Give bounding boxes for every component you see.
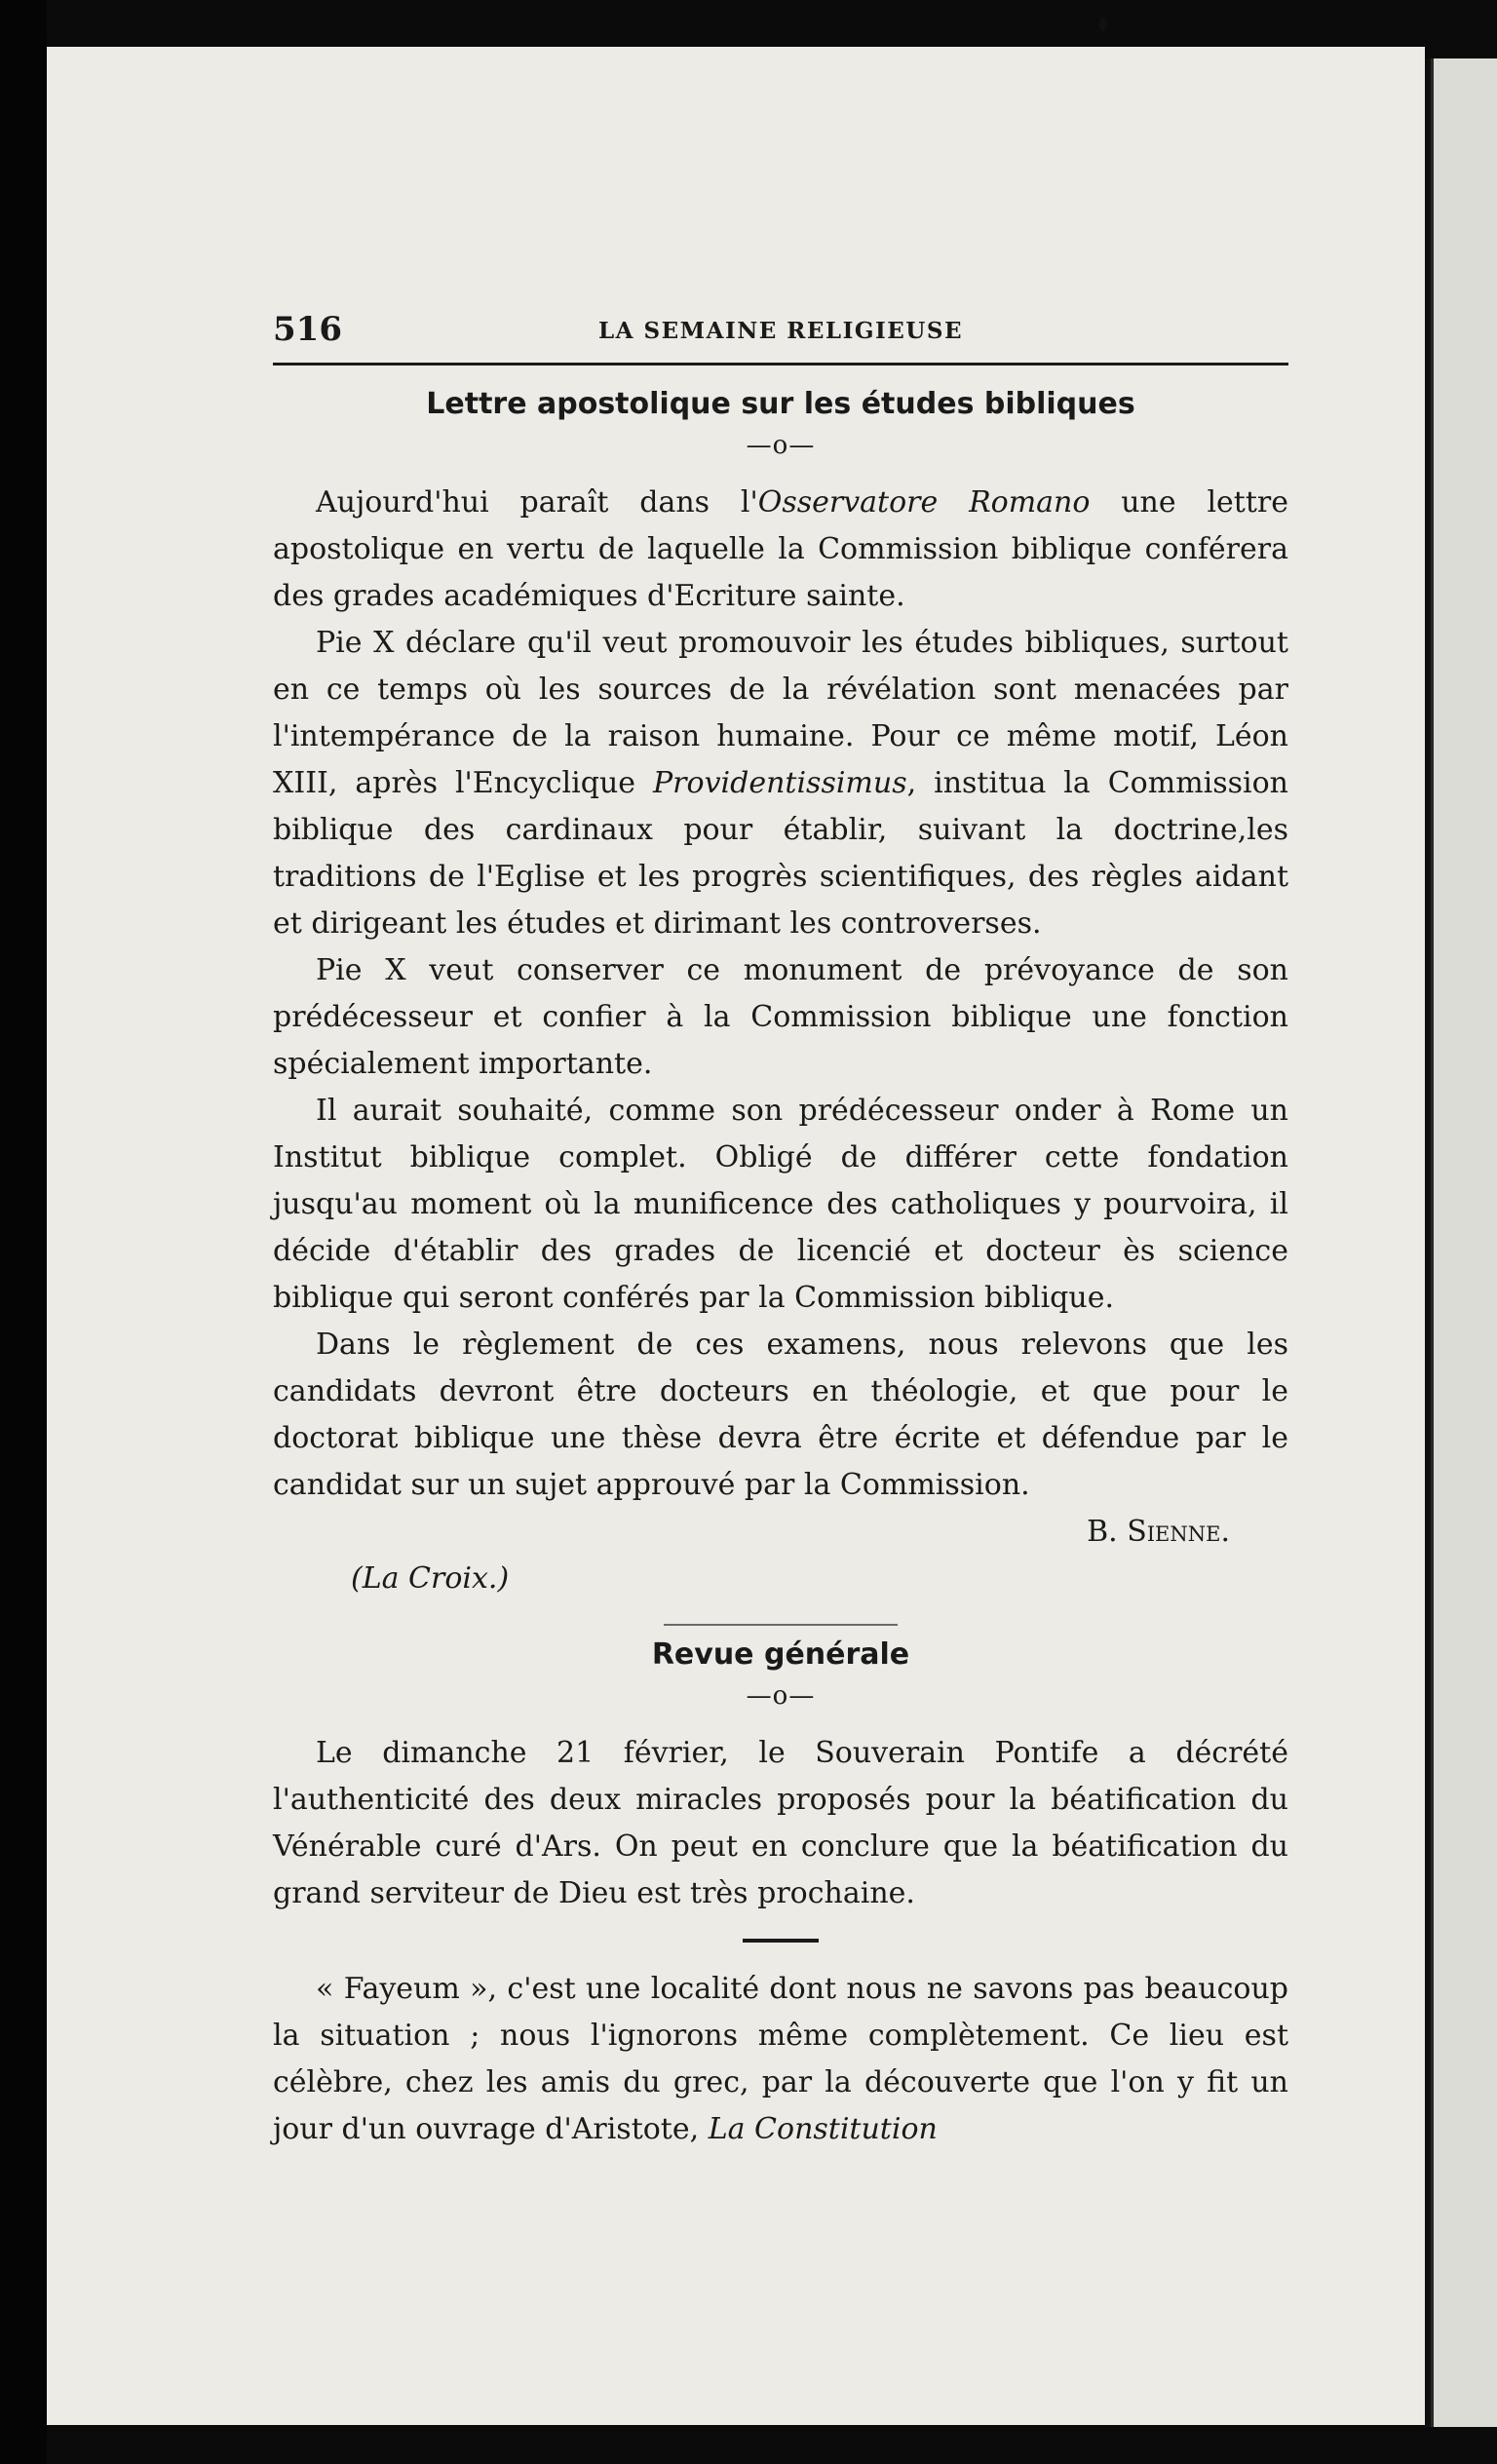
section-divider (664, 1624, 898, 1626)
speck (1099, 18, 1107, 31)
page-number: 516 (273, 310, 342, 349)
running-head (273, 310, 1288, 353)
paragraph: Dans le règlement de ces examens, nous relevons que les candidats devront être docteurs en théologie, et que pour le doctorat biblique une thèse devra être écrite et défendue par le candidat sur un sujet approuvé par la Commission. (273, 1328, 1288, 1502)
paragraph: Aujourd'hui paraît dans l'Osservatore Romano une lettre apostolique en vertu de laquelle la Commission biblique conférera des grades académiques d'Ecriture sainte. (273, 485, 1288, 613)
paragraph: Il aurait souhaité, comme son prédécesseur onder à Rome un Institut biblique complet. Obligé de différer cette fondation jusqu'au moment où la munificence des catholiques y pourvoira, il décide d'établir des grades de licencié et docteur ès science biblique qui seront conférés par la Commission biblique. (273, 1094, 1288, 1315)
title-ornament: —o— (746, 1681, 816, 1711)
section-title: Revue générale (651, 1637, 910, 1672)
paragraph: Le dimanche 21 février, le Souverain Pontife a décrété l'authenticité des deux miracles proposés pour la béatification du Vénérable curé d'Ars. On peut en conclure que la béatification du grand serviteur de Dieu est très prochaine. (273, 1736, 1288, 1910)
paragraph: Pie X déclare qu'il veut promouvoir les études bibliques, surtout en ce temps où les sources de la révélation sont menacées par l'intempérance de la raison humaine. Pour ce même motif, Léon XIII, après l'Encyclique Providentissimus, institua la Commission biblique des cardinaux pour établir, suivant la doctrine,les traditions de l'Eglise et les progrès scientifiques, des règles aidant et dirigeant les études et dirimant les controverses. (273, 626, 1288, 941)
signature: B. Sienne. (1087, 1515, 1230, 1549)
header-rule (273, 363, 1288, 366)
scan-background (0, 0, 47, 2464)
source-citation: (La Croix.) (351, 1561, 510, 1596)
short-rule (743, 1939, 819, 1943)
book-page (47, 47, 1425, 2425)
paragraph: Pie X veut conserver ce monument de prévoyance de son prédécesseur et confier à la Commission biblique une fonction spécialement importante. (273, 953, 1288, 1081)
article-title: Lettre apostolique sur les études bibliques (426, 387, 1135, 421)
running-title: LA SEMAINE RELIGIEUSE (598, 318, 963, 344)
paragraph: « Fayeum », c'est une localité dont nous ne savons pas beaucoup la situation ; nous l'ignorons même complètement. Ce lieu est célèbre, chez les amis du grec, par la découverte que l'on y fit un jour d'un ouvrage d'Aristote, La Constitution (273, 1972, 1288, 2146)
page-content (273, 310, 1288, 2153)
adjacent-page-edge (1431, 58, 1497, 2427)
title-ornament: —o— (746, 431, 816, 460)
